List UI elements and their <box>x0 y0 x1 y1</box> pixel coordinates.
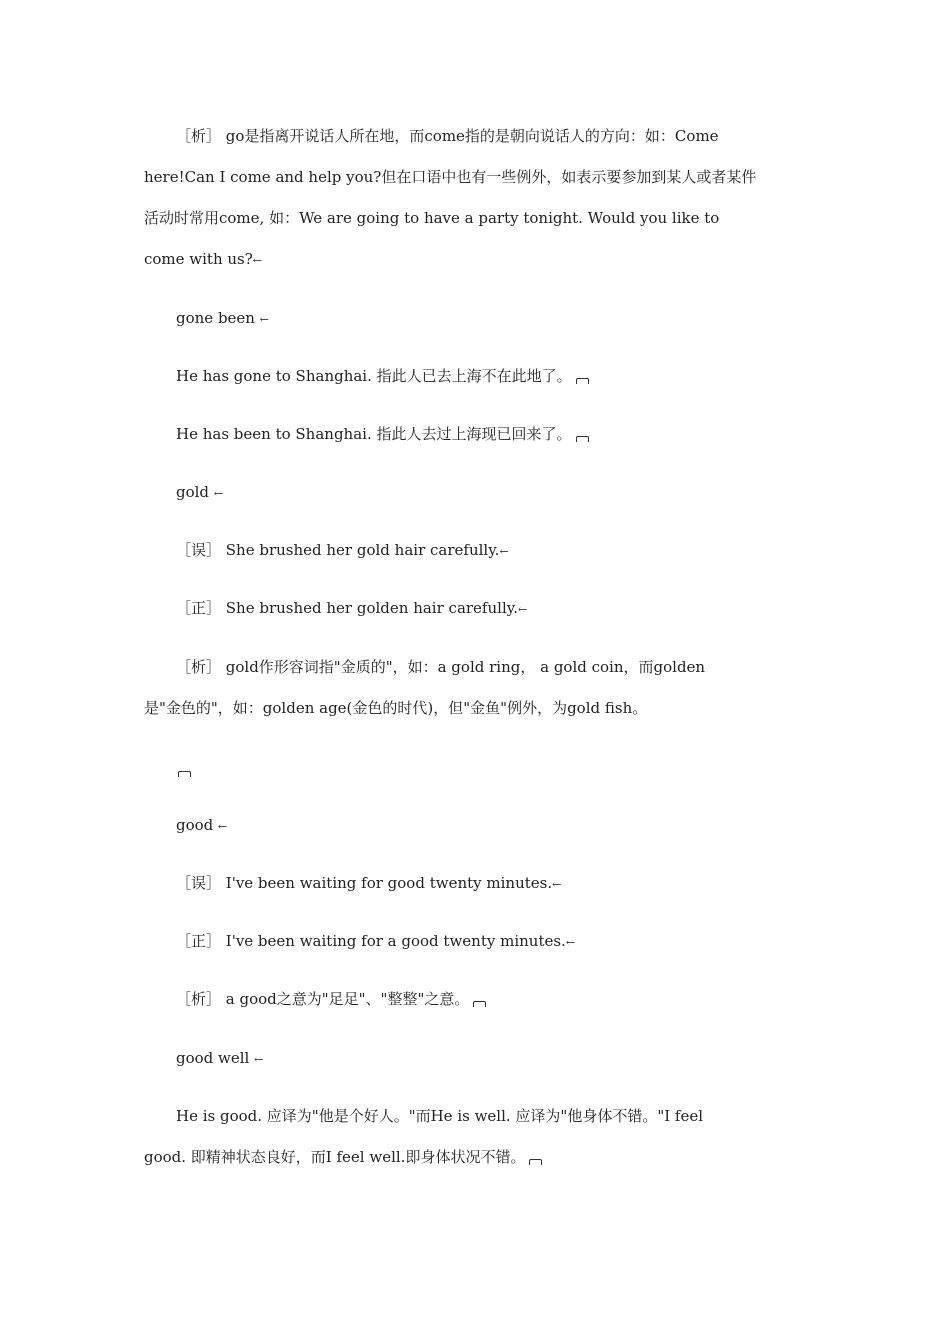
paragraph-mark-icon: ← <box>518 603 528 616</box>
heading-line: gone been ← <box>176 309 269 327</box>
line-break-icon <box>473 1001 486 1007</box>
paragraph-mark-icon: ← <box>259 313 269 326</box>
line-break-icon <box>178 771 191 777</box>
example-line: ［正］ She brushed her golden hair carefully.← <box>176 599 528 617</box>
paragraph-line: come with us?← <box>144 250 263 268</box>
heading-line: good ← <box>176 816 228 834</box>
paragraph-line: good. 即精神状态良好，而I feel well.即身体状况不错。 <box>144 1150 542 1165</box>
paragraph-line: ［析］ gold作形容词指"金质的"，如：a gold ring， a gold coin，而golden <box>176 658 706 676</box>
line-break-icon <box>529 1159 542 1165</box>
paragraph-line: 是"金色的"，如：golden age(金色的时代)，但"金鱼"例外，为gold fish。 <box>144 699 648 717</box>
line-break-icon <box>576 436 589 442</box>
example-line: ［正］ I've been waiting for a good twenty minutes.← <box>176 932 576 950</box>
example-line: ［误］ She brushed her gold hair carefully.← <box>176 541 509 559</box>
example-line: ［误］ I've been waiting for good twenty minutes.← <box>176 874 562 892</box>
example-line: He has gone to Shanghai. 指此人已去上海不在此地了。 <box>176 369 589 384</box>
paragraph-line: ［析］ a good之意为"足足"、"整整"之意。 <box>176 992 486 1007</box>
example-line: He has been to Shanghai. 指此人去过上海现已回来了。 <box>176 427 589 442</box>
paragraph-mark-icon: ← <box>552 878 562 891</box>
heading-line: gold ← <box>176 483 224 501</box>
paragraph-mark-icon: ← <box>565 936 576 949</box>
paragraph-mark-icon: ← <box>252 254 263 267</box>
paragraph-mark-icon: ← <box>218 820 228 833</box>
paragraph-mark-icon: ← <box>254 1053 264 1066</box>
paragraph-mark-icon: ← <box>213 487 224 500</box>
heading-line: good well ← <box>176 1049 264 1067</box>
paragraph-line: ［析］ go是指离开说话人所在地，而come指的是朝向说话人的方向：如：Come <box>176 127 719 145</box>
paragraph-mark-icon: ← <box>499 545 509 558</box>
paragraph-line: here!Can I come and help you?但在口语中也有一些例外，如表示要参加到某人或者某件 <box>144 168 757 186</box>
paragraph-line: He is good. 应译为"他是个好人。"而He is well. 应译为"他身体不错。"I feel <box>176 1107 704 1125</box>
line-break-icon <box>576 378 589 384</box>
empty-line <box>176 762 191 777</box>
paragraph-line: 活动时常用come, 如：We are going to have a party tonight. Would you like to <box>144 209 720 227</box>
